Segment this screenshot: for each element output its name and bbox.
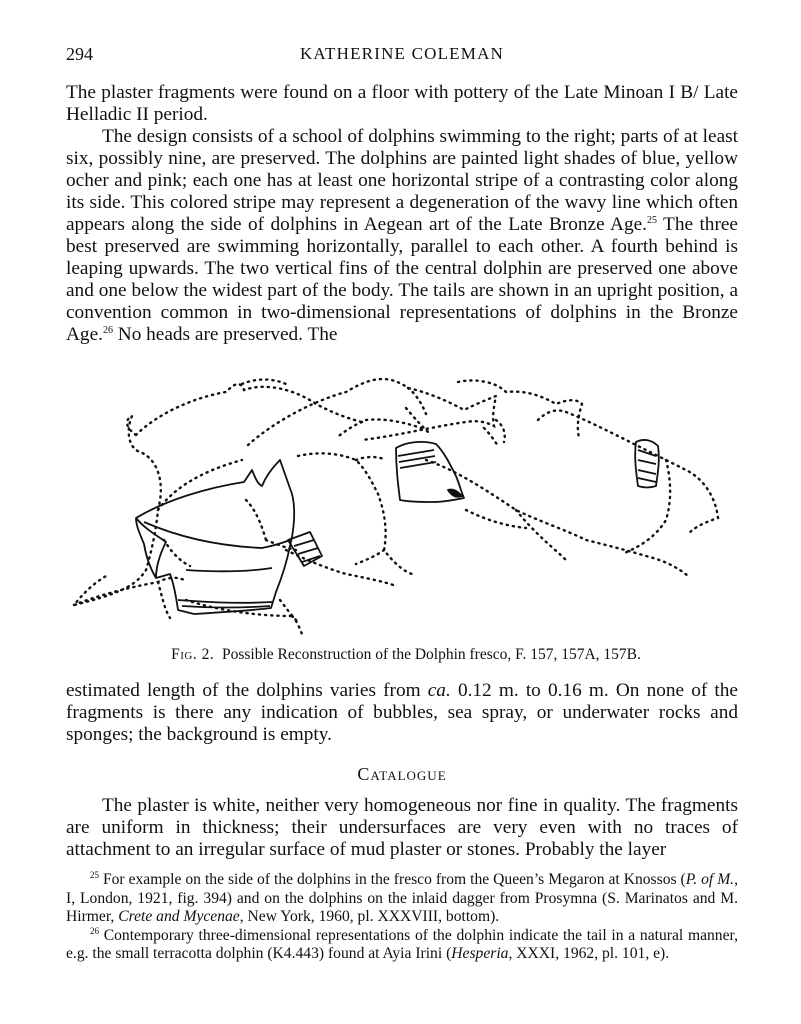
paragraph-3-ca: ca. [427, 680, 451, 701]
paragraph-3-text-a: estimated length of the dolphins varies from [66, 680, 428, 701]
paragraph-2-text-b: The three best preserved are swimming horizontally, parallel to each other. A fourth behind is leaping upwards. The two vertical fins of the central dolphin are preserved one above and one below the widest part of the body. The tails are shown in an upright position, a convention common in two-dimensional representations of dolphins in the Bronze Age. [66, 214, 738, 345]
footnote-25-text-c: , New York, 1960, pl. XXXVIII, bottom). [239, 908, 500, 926]
figure-caption-text: Possible Reconstruction of the Dolphin fresco, F. 157, 157A, 157B. [221, 646, 641, 663]
fresco-stripe [186, 568, 272, 571]
footnote-26 [66, 927, 738, 964]
dotted-dolphin-outline [426, 460, 688, 576]
paragraph-4-text: The plaster is white, neither very homogeneous nor fine in quality. The fragments are uniform in thickness; their undersurfaces are very even with no traces of attachment to an irregular surface of mud plaster or stones. Probably the layer [66, 795, 738, 860]
dotted-dolphin-outline [298, 453, 412, 574]
paragraph-3 [66, 680, 738, 746]
footnote-26-text-a: Contemporary three-dimensional representations of the dolphin indicate the tail in a natural manner, e.g. the small terracotta dolphin (K4.443) found at Ayia Irini ( [66, 926, 738, 963]
fresco-fragment-center-stripe [398, 450, 436, 468]
footnote-25-mark: 25 [90, 870, 99, 880]
figure-2 [66, 360, 746, 663]
footnote-ref-26: 26 [102, 325, 113, 336]
dotted-dolphin-outline [186, 550, 396, 634]
paragraph-4 [66, 795, 738, 861]
paragraph-1-text: The plaster fragments were found on a floor with pottery of the Late Minoan I B/ Late Helladic II period. [66, 82, 738, 125]
paragraph-2-text-a: The design consists of a school of dolphins swimming to the right; parts of at least six, possibly nine, are preserved. The dolphins are painted light shades of blue, yellow ocher and pink; each one has at least one horizontal stripe of a contrasting color along its side. This colored stripe may represent a degeneration of the wavy line which often appears along the side of dolphins in Aegean art of the Late Bronze Age. [66, 126, 738, 235]
footnote-25 [66, 871, 738, 927]
running-head: KATHERINE COLEMAN [299, 44, 505, 63]
footnote-ref-25: 25 [646, 215, 657, 226]
page-header [66, 44, 738, 68]
paragraph-2 [66, 126, 738, 346]
figure-caption [66, 646, 746, 664]
dotted-dolphin-outline [538, 410, 718, 554]
fresco-fragment-center-eye [448, 489, 462, 496]
dotted-dolphin-outline [74, 578, 184, 618]
catalogue-heading: Catalogue [357, 764, 447, 784]
dotted-dolphin-outline [248, 379, 496, 445]
paragraph-3-text-b: 0.12 m. to 0.16 m. On none of the fragments is there any indication of bubbles, sea spray, or underwater rocks and sponges; the background is empty. [66, 680, 738, 745]
footnotes [66, 871, 738, 964]
footnote-25-text-a: For example on the side of the dolphins in the fresco from the Queen’s Megaron at Knossos ( [99, 871, 686, 888]
dolphin-fresco-drawing [66, 360, 746, 645]
footnote-26-text-b: , XXXI, 1962, pl. 101, e). [508, 945, 670, 963]
figure-label: Fig. 2. [171, 646, 215, 663]
paragraph-1 [66, 82, 738, 126]
footnote-26-italic-1: Hesperia [451, 945, 509, 963]
footnote-25-italic-1: P. of M. [685, 871, 735, 888]
fresco-fragment-right-stripe [638, 450, 656, 482]
footnote-25-italic-2: Crete and Mycenae [118, 908, 240, 926]
fresco-stripe [182, 606, 270, 608]
footnote-26-mark: 26 [90, 925, 99, 936]
footnote-25-text-b: , I, London, 1921, fig. 394) and on the dolphins on the inlaid dagger from Prosymna (S. Marinatos and M. Hirmer, [66, 871, 738, 926]
page-number: 294 [66, 44, 93, 64]
paragraph-2-text-c: No heads are preserved. The [112, 324, 338, 345]
dotted-dolphin-outline [164, 500, 296, 566]
